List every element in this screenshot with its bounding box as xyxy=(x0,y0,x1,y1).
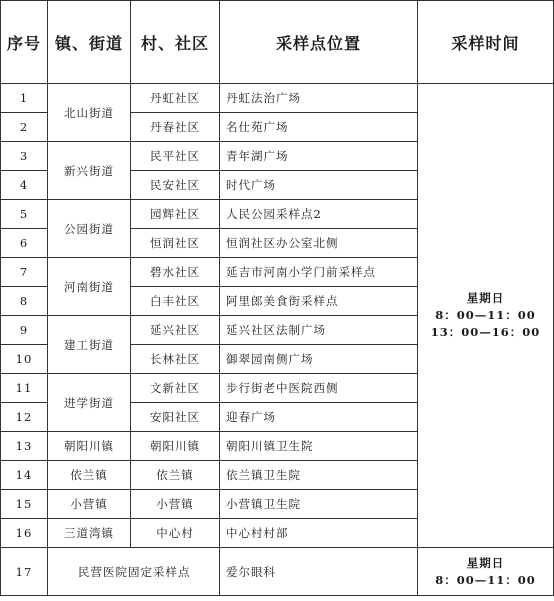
header-town: 镇、街道 xyxy=(48,1,131,84)
row-location: 步行街老中医院西侧 xyxy=(220,374,418,403)
time-day: 星期日 xyxy=(466,291,505,305)
row-no: 10 xyxy=(1,345,48,374)
row-location: 恒润社区办公室北侧 xyxy=(220,229,418,258)
table-row xyxy=(1,84,554,113)
row-location: 延吉市河南小学门前采样点 xyxy=(220,258,418,287)
row-no: 14 xyxy=(1,461,48,490)
row-village: 民安社区 xyxy=(131,171,220,200)
row-town: 北山街道 xyxy=(48,84,131,142)
row-village: 文新社区 xyxy=(131,374,220,403)
row-no: 16 xyxy=(1,519,48,548)
row-no: 6 xyxy=(1,229,48,258)
row-village: 丹春社区 xyxy=(131,113,220,142)
row-town: 进学街道 xyxy=(48,374,131,432)
row-location: 丹虹法治广场 xyxy=(220,84,418,113)
row-no: 8 xyxy=(1,287,48,316)
header-time: 采样时间 xyxy=(418,1,554,84)
row-town: 朝阳川镇 xyxy=(48,432,131,461)
row-town: 小营镇 xyxy=(48,490,131,519)
row-location: 名仕苑广场 xyxy=(220,113,418,142)
row-no: 11 xyxy=(1,374,48,403)
row-village: 安阳社区 xyxy=(131,403,220,432)
row-town: 依兰镇 xyxy=(48,461,131,490)
row-village: 白丰社区 xyxy=(131,287,220,316)
row-location: 依兰镇卫生院 xyxy=(220,461,418,490)
header-no: 序号 xyxy=(1,1,48,84)
header-row xyxy=(1,1,554,84)
row-town: 建工街道 xyxy=(48,316,131,374)
time-afternoon: 13：00—16：00 xyxy=(430,325,541,339)
row-location: 人民公园采样点2 xyxy=(220,200,418,229)
row-village: 朝阳川镇 xyxy=(131,432,220,461)
sampling-time-last xyxy=(418,548,554,596)
row-location: 中心村村部 xyxy=(220,519,418,548)
row-no: 7 xyxy=(1,258,48,287)
row-village: 长林社区 xyxy=(131,345,220,374)
row-location: 延兴社区法制广场 xyxy=(220,316,418,345)
time-morning: 8：00—11：00 xyxy=(435,572,536,587)
header-village: 村、社区 xyxy=(131,1,220,84)
row-location: 迎春广场 xyxy=(220,403,418,432)
time-morning: 8：00—11：00 xyxy=(435,308,536,322)
row-location: 小营镇卫生院 xyxy=(220,490,418,519)
row-location: 青年湖广场 xyxy=(220,142,418,171)
row-village: 碧水社区 xyxy=(131,258,220,287)
row-location: 时代广场 xyxy=(220,171,418,200)
sampling-time-main xyxy=(418,84,554,548)
row-no: 3 xyxy=(1,142,48,171)
row-no: 5 xyxy=(1,200,48,229)
row-village: 中心村 xyxy=(131,519,220,548)
row-village: 小营镇 xyxy=(131,490,220,519)
row-location: 爱尔眼科 xyxy=(220,548,418,596)
row-village: 恒润社区 xyxy=(131,229,220,258)
row-location: 御翠园南侧广场 xyxy=(220,345,418,374)
row-location: 朝阳川镇卫生院 xyxy=(220,432,418,461)
row-no: 15 xyxy=(1,490,48,519)
row-town: 三道湾镇 xyxy=(48,519,131,548)
row-no: 1 xyxy=(1,84,48,113)
row-village: 园辉社区 xyxy=(131,200,220,229)
row-fixed-point-name: 民营医院固定采样点 xyxy=(48,548,220,596)
row-no: 4 xyxy=(1,171,48,200)
row-village: 民平社区 xyxy=(131,142,220,171)
row-town: 河南街道 xyxy=(48,258,131,316)
header-location: 采样点位置 xyxy=(220,1,418,84)
table-row-last xyxy=(1,548,554,596)
row-village: 依兰镇 xyxy=(131,461,220,490)
row-town: 公园街道 xyxy=(48,200,131,258)
row-location: 阿里郎美食街采样点 xyxy=(220,287,418,316)
row-village: 丹虹社区 xyxy=(131,84,220,113)
row-village: 延兴社区 xyxy=(131,316,220,345)
row-no: 17 xyxy=(1,548,48,596)
row-no: 9 xyxy=(1,316,48,345)
time-day: 星期日 xyxy=(466,555,505,570)
row-town: 新兴街道 xyxy=(48,142,131,200)
row-no: 13 xyxy=(1,432,48,461)
row-no: 2 xyxy=(1,113,48,142)
row-no: 12 xyxy=(1,403,48,432)
